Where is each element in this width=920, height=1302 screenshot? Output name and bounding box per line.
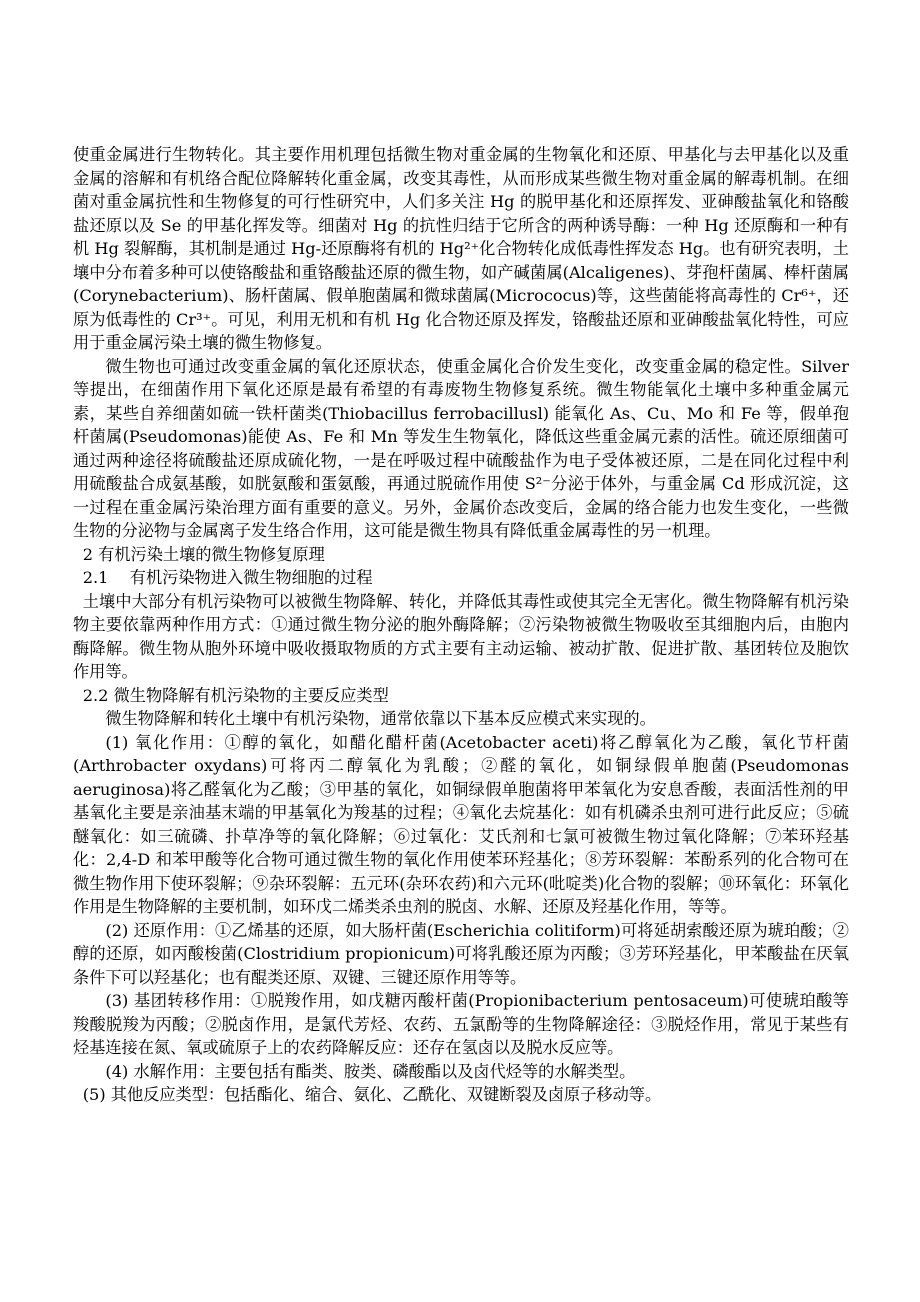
document-body: [73, 143, 849, 1107]
paragraph-hydrolysis: (4) 水解作用：主要包括有酯类、胺类、磷酸酯以及卤代烃等的水解类型。: [105, 1061, 636, 1081]
paragraph-uptake: 土壤中大部分有机污染物可以被微生物降解、转化，并降低其毒性或使其完全无害化。微生物降解有机污染物主要依靠两种作用方式：①通过微生物分泌的胞外酶降解；②污染物被微生物吸收至其细胞内后，由胞内酶降解。微生物从胞外环境中吸收摄取物质的方式主要有主动运输、被动扩散、促进扩散、基团转位及胞饮作用等。: [73, 591, 849, 681]
subsection-heading-2-2: 2.2 微生物降解有机污染物的主要反应类型: [82, 685, 389, 705]
section-heading-2: 2 有机污染土壤的微生物修复原理: [82, 544, 325, 564]
paragraph-reduction: (2) 还原作用：①乙烯基的还原，如大肠杆菌(Escherichia colitiform)可将延胡索酸还原为琥珀酸；②醇的还原，如丙酸梭菌(Clostridium propionicum)可将乳酸还原为丙酸；③芳环羟基化，甲苯酸盐在厌氧条件下可以羟基化；也有醌类还原、双键、三键还原作用等等。: [73, 920, 849, 987]
paragraph-redox-state: 微生物也可通过改变重金属的氧化还原状态，使重金属化合价发生变化，改变重金属的稳定性。Silver 等提出，在细菌作用下氧化还原是最有希望的有毒废物生物修复系统。微生物能氧化土壤中多种重金属元素，某些自养细菌如硫一铁杆菌类(Thiobacillus ferrobacillusl) 能氧化 As、Cu、Mo 和 Fe 等，假单孢杆菌属(Pseudomonas)能使 As、Fe 和 Mn 等发生生物氧化，降低这些重金属元素的活性。硫还原细菌可通过两种途径将硫酸盐还原成硫化物，一是在呼吸过程中硫酸盐作为电子受体被还原，二是在同化过程中利用硫酸盐合成氨基酸，如胱氨酸和蛋氨酸，再通过脱硫作用使 S²⁻分泌于体外，与重金属 Cd 形成沉淀，这一过程在重金属污染治理方面有重要的意义。另外，金属价态改变后，金属的络合能力也发生变化，一些微生物的分泌物与金属离子发生络合作用，这可能是微生物具有降低重金属毒性的另一机理。: [73, 356, 849, 540]
paragraph-oxidation: (1) 氧化作用：①醇的氧化，如醋化醋杆菌(Acetobacter aceti)将乙醇氧化为乙酸，氧化节杆菌(Arthrobacter oxydans)可将丙二醇氧化为乳酸；②醛的氧化，如铜绿假单胞菌(Pseudomonas aeruginosa)将乙醛氧化为乙酸；③甲基的氧化，如铜绿假单胞菌将甲苯氧化为安息香酸，表面活性剂的甲基氧化主要是亲油基末端的甲基氧化为羧基的过程；④氧化去烷基化：如有机磷杀虫剂可进行此反应；⑤硫醚氧化：如三硫磷、扑草净等的氧化降解；⑥过氧化：艾氏剂和七氯可被微生物过氧化降解；⑦苯环羟基化：2,4-D 和苯甲酸等化合物可通过微生物的氧化作用使苯环羟基化；⑧芳环裂解：苯酚系列的化合物可在微生物作用下使环裂解；⑨杂环裂解：五元环(杂环农药)和六元环(吡啶类)化合物的裂解；⑩环氧化：环氧化作用是生物降解的主要机制，如环戊二烯类杀虫剂的脱卤、水解、还原及羟基化作用，等等。: [73, 732, 849, 916]
paragraph-reaction-intro: 微生物降解和转化土壤中有机污染物，通常依靠以下基本反应模式来实现的。: [105, 709, 656, 728]
paragraph-group-transfer: (3) 基团转移作用：①脱羧作用，如戊糖丙酸杆菌(Propionibacterium pentosaceum)可使琥珀酸等羧酸脱羧为丙酸；②脱卤作用，是氯代芳烃、农药、五氯酚等的生物降解途径：③脱烃作用，常见于某些有烃基连接在氮、氧或硫原子上的农药降解反应：还存在氢卤以及脱水反应等。: [73, 991, 849, 1057]
paragraph-other-reactions: (5) 其他反应类型：包括酯化、缩合、氨化、乙酰化、双键断裂及卤原子移动等。: [82, 1085, 662, 1104]
subsection-heading-2-1: 2.1 有机污染物进入微生物细胞的过程: [82, 568, 373, 587]
paragraph-heavy-metal-mechanism: 使重金属进行生物转化。其主要作用机理包括微生物对重金属的生物氧化和还原、甲基化与去甲基化以及重金属的溶解和有机络合配位降解转化重金属，改变其毒性，从而形成某些微生物对重金属的解毒机制。在细菌对重金属抗性和生物修复的可行性研究中，人们多关注 Hg 的脱甲基化和还原挥发、亚砷酸盐氧化和铬酸盐还原以及 Se 的甲基化挥发等。细菌对 Hg 的抗性归结于它所含的两种诱导酶：一种 Hg 还原酶和一种有机 Hg 裂解酶，其机制是通过 Hg-还原酶将有机的 Hg²⁺化合物转化成低毒性挥发态 Hg。也有研究表明，土壤中分布着多种可以使铬酸盐和重铬酸盐还原的微生物，如产碱菌属(Alcaligenes)、芽孢杆菌属、棒杆菌属(Corynebacterium)、肠杆菌属、假单胞菌属和微球菌属(Micrococus)等，这些菌能将高毒性的 Cr⁶⁺，还原为低毒性的 Cr³⁺。可见，利用无机和有机 Hg 化合物还原及挥发，铬酸盐还原和亚砷酸盐氧化特性，可应用于重金属污染土壤的微生物修复。: [73, 145, 849, 352]
